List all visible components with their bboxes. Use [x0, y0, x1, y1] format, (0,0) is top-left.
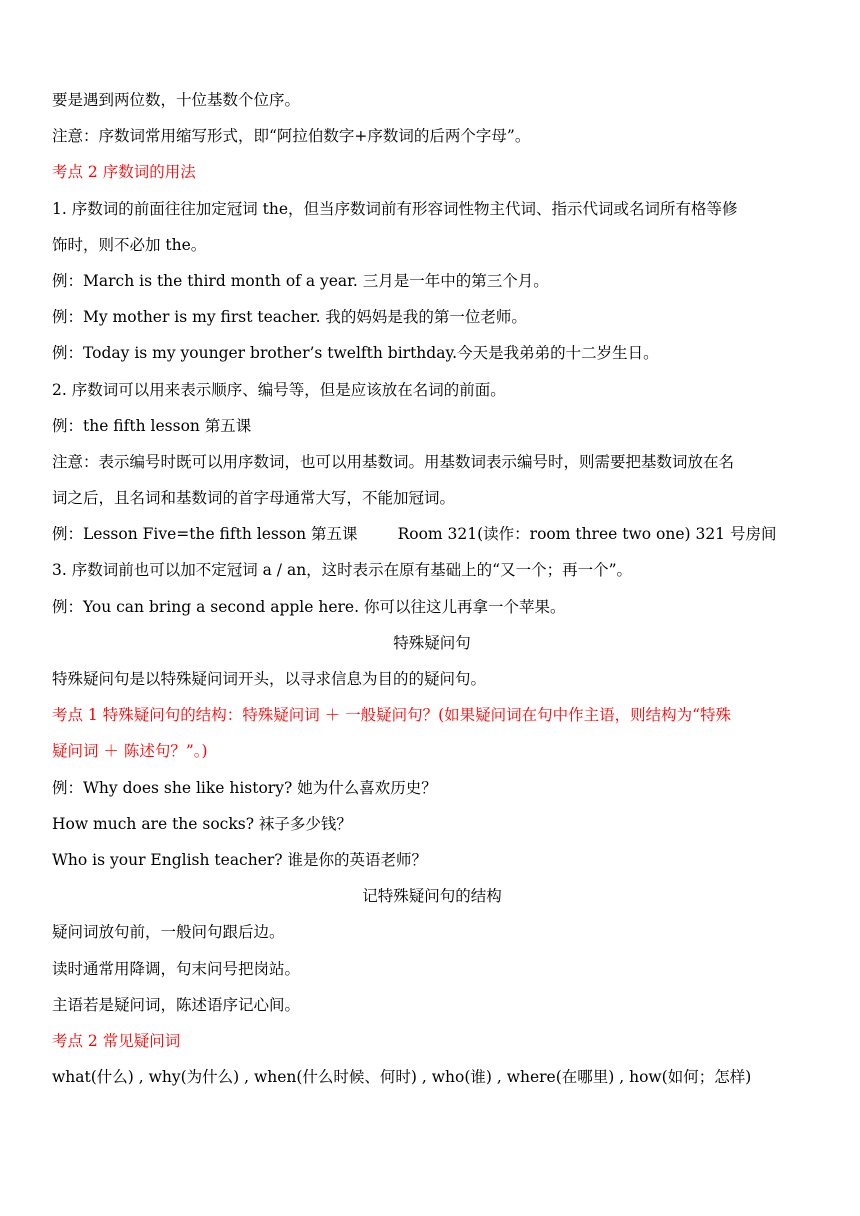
example-line: 例：March is the third month of a year. 三月是一年中的第三个月。: [52, 271, 549, 290]
example-line: 例：Why does she like history? 她为什么喜欢历史？: [52, 778, 437, 797]
note-line: 注意：序数词常用缩写形式，即“阿拉伯数字+序数词的后两个字母”。: [52, 127, 531, 146]
subsection-title: 记特殊疑问句的结构: [362, 887, 502, 906]
rule-line: 2. 序数词可以用来表示顺序、编号等，但是应该放在名词的前面。: [52, 380, 506, 399]
document-page: [52, 82, 812, 1095]
example-line: Who is your English teacher? 谁是你的英语老师？: [52, 850, 428, 869]
example-line: 例：Today is my younger brother’s twelfth birthday.今天是我弟弟的十二岁生日。: [52, 344, 659, 363]
section-heading: 考点 1 特殊疑问句的结构：特殊疑问词 ＋ 一般疑问句？(如果疑问词在句中作主语，则结构为“特殊: [52, 706, 732, 725]
example-line: How much are the socks? 袜子多少钱？: [52, 814, 352, 833]
example-part-1: 例：Lesson Five=the fifth lesson 第五课: [52, 525, 358, 544]
example-line: 例：the fifth lesson 第五课: [52, 416, 252, 435]
example-line: 例：My mother is my first teacher. 我的妈妈是我的第一位老师。: [52, 308, 527, 327]
section-heading-cont: 疑问词 ＋ 陈述句？”。): [52, 742, 208, 761]
rhyme-line: 主语若是疑问词，陈述语序记心间。: [52, 995, 301, 1014]
section-title: 特殊疑问句: [393, 633, 471, 652]
section-heading: 考点 2 序数词的用法: [52, 163, 196, 182]
note-line-cont: 词之后，且名词和基数词的首字母通常大写，不能加冠词。: [52, 489, 456, 508]
example-part-2: Room 321(读作：room three two one) 321 号房间: [397, 525, 777, 544]
note-line: 注意：表示编号时既可以用序数词，也可以用基数词。用基数词表示编号时，则需要把基数词放在名: [52, 452, 735, 471]
rhyme-line: 读时通常用降调，句末问号把岗站。: [52, 959, 301, 978]
text-line: 要是遇到两位数，十位基数个位序。: [52, 91, 301, 109]
example-line: 例：You can bring a second apple here. 你可以往这儿再拿一个苹果。: [52, 597, 566, 616]
word-list-line: what(什么) , why(为什么) , when(什么时候、何时) , who(谁) , where(在哪里) , how(如何；怎样): [52, 1068, 752, 1087]
rule-line-cont: 饰时，则不必加 the。: [52, 235, 207, 254]
rule-line: 3. 序数词前也可以加不定冠词 a / an，这时表示在原有基础上的“又一个；再一个”。: [52, 561, 633, 580]
rhyme-line: 疑问词放句前，一般问句跟后边。: [52, 923, 285, 942]
example-line: [52, 516, 812, 552]
rule-line: 1. 序数词的前面往往加定冠词 the，但当序数词前有形容词性物主代词、指示代词或名词所有格等修: [52, 199, 738, 218]
section-heading: 考点 2 常见疑问词: [52, 1031, 181, 1050]
definition-line: 特殊疑问句是以特殊疑问词开头，以寻求信息为目的的疑问句。: [52, 670, 487, 688]
